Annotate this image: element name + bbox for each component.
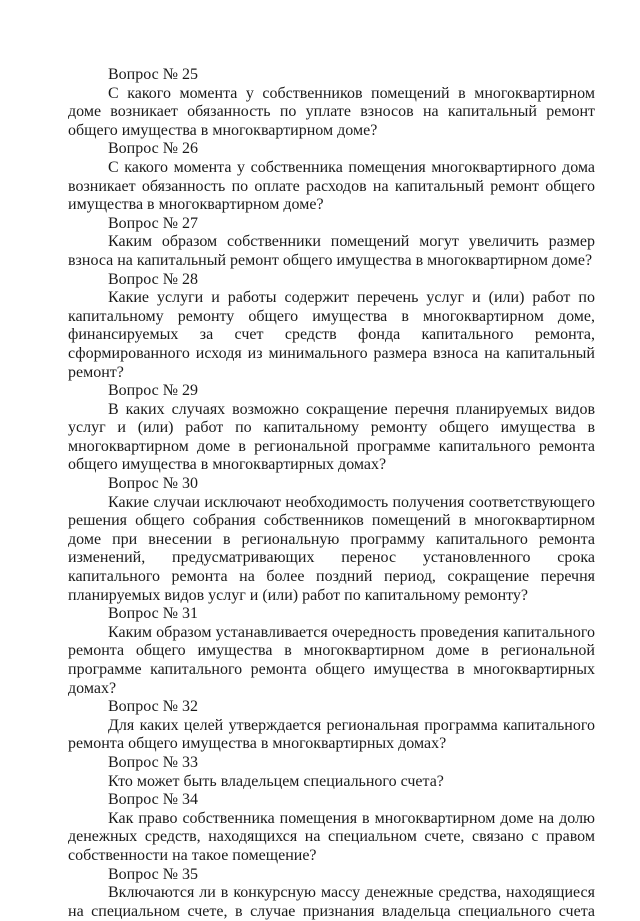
question-heading-31: Вопрос № 31	[108, 605, 198, 623]
question-text-26: С какого момента у собственника помещения многоквартирного дома возникает обязанность по оплате расходов на капитальный ремонт общего имущества в многоквартирном доме?	[68, 158, 595, 214]
question-heading-33: Вопрос № 33	[108, 753, 198, 771]
question-text-35: Включаются ли в конкурсную массу денежные средства, находящиеся на специальном счете, в случае признания владельца специального счета	[68, 884, 595, 920]
question-text-29: В каких случаях возможно сокращение перечня планируемых видов услуг и (или) работ по капитальному ремонту общего имущества в многоквартирном доме в региональной программе капитального ремонта общего имущества в многоквартирных домах?	[68, 400, 595, 474]
question-text-28: Какие услуги и работы содержит перечень услуг и (или) работ по капитальному ремонту общего имущества в многоквартирном доме, финансируемых за счет средств фонда капитального ремонта, сформированного исходя из минимального размера взноса на капитальный ремонт?	[68, 289, 595, 381]
question-heading-29: Вопрос № 29	[108, 382, 198, 400]
question-text-27: Каким образом собственники помещений могут увеличить размер взноса на капитальный ремонт общего имущества в многоквартирном доме?	[68, 233, 595, 269]
document-page	[68, 66, 595, 921]
question-text-32: Для каких целей утверждается региональная программа капитального ремонта общего имущества в многоквартирных домах?	[68, 716, 595, 753]
question-text-33: Кто может быть владельцем специального счета?	[108, 772, 444, 790]
question-text-30: Какие случаи исключают необходимость получения соответствующего решения общего собрания собственников помещений в многоквартирном доме при внесении в региональную программу капитального ремонта изменений, предусматривающих перенос установленного срока капитального ремонта на более поздний период, сокращение перечня планируемых видов услуг и (или) работ по капитальному ремонту?	[68, 493, 595, 604]
question-heading-32: Вопрос № 32	[108, 698, 198, 716]
question-heading-28: Вопрос № 28	[108, 270, 198, 288]
question-heading-26: Вопрос № 26	[108, 140, 198, 158]
question-heading-27: Вопрос № 27	[108, 214, 198, 232]
question-heading-25: Вопрос № 25	[108, 66, 198, 83]
question-heading-35: Вопрос № 35	[108, 865, 198, 883]
question-text-34: Как право собственника помещения в многоквартирном доме на долю денежных средств, находящихся на специальном счете, связано с правом собственности на такое помещение?	[68, 809, 595, 864]
question-heading-34: Вопрос № 34	[108, 791, 198, 809]
question-text-25: С какого момента у собственников помещений в многоквартирном доме возникает обязанность по уплате взносов на капитальный ремонт общего имущества в многоквартирном доме?	[68, 84, 595, 139]
question-text-31: Каким образом устанавливается очередность проведения капитального ремонта общего имущества в многоквартирном доме в региональной программе капитального ремонта общего имущества в многоквартирных домах?	[68, 623, 595, 697]
question-heading-30: Вопрос № 30	[108, 475, 198, 493]
